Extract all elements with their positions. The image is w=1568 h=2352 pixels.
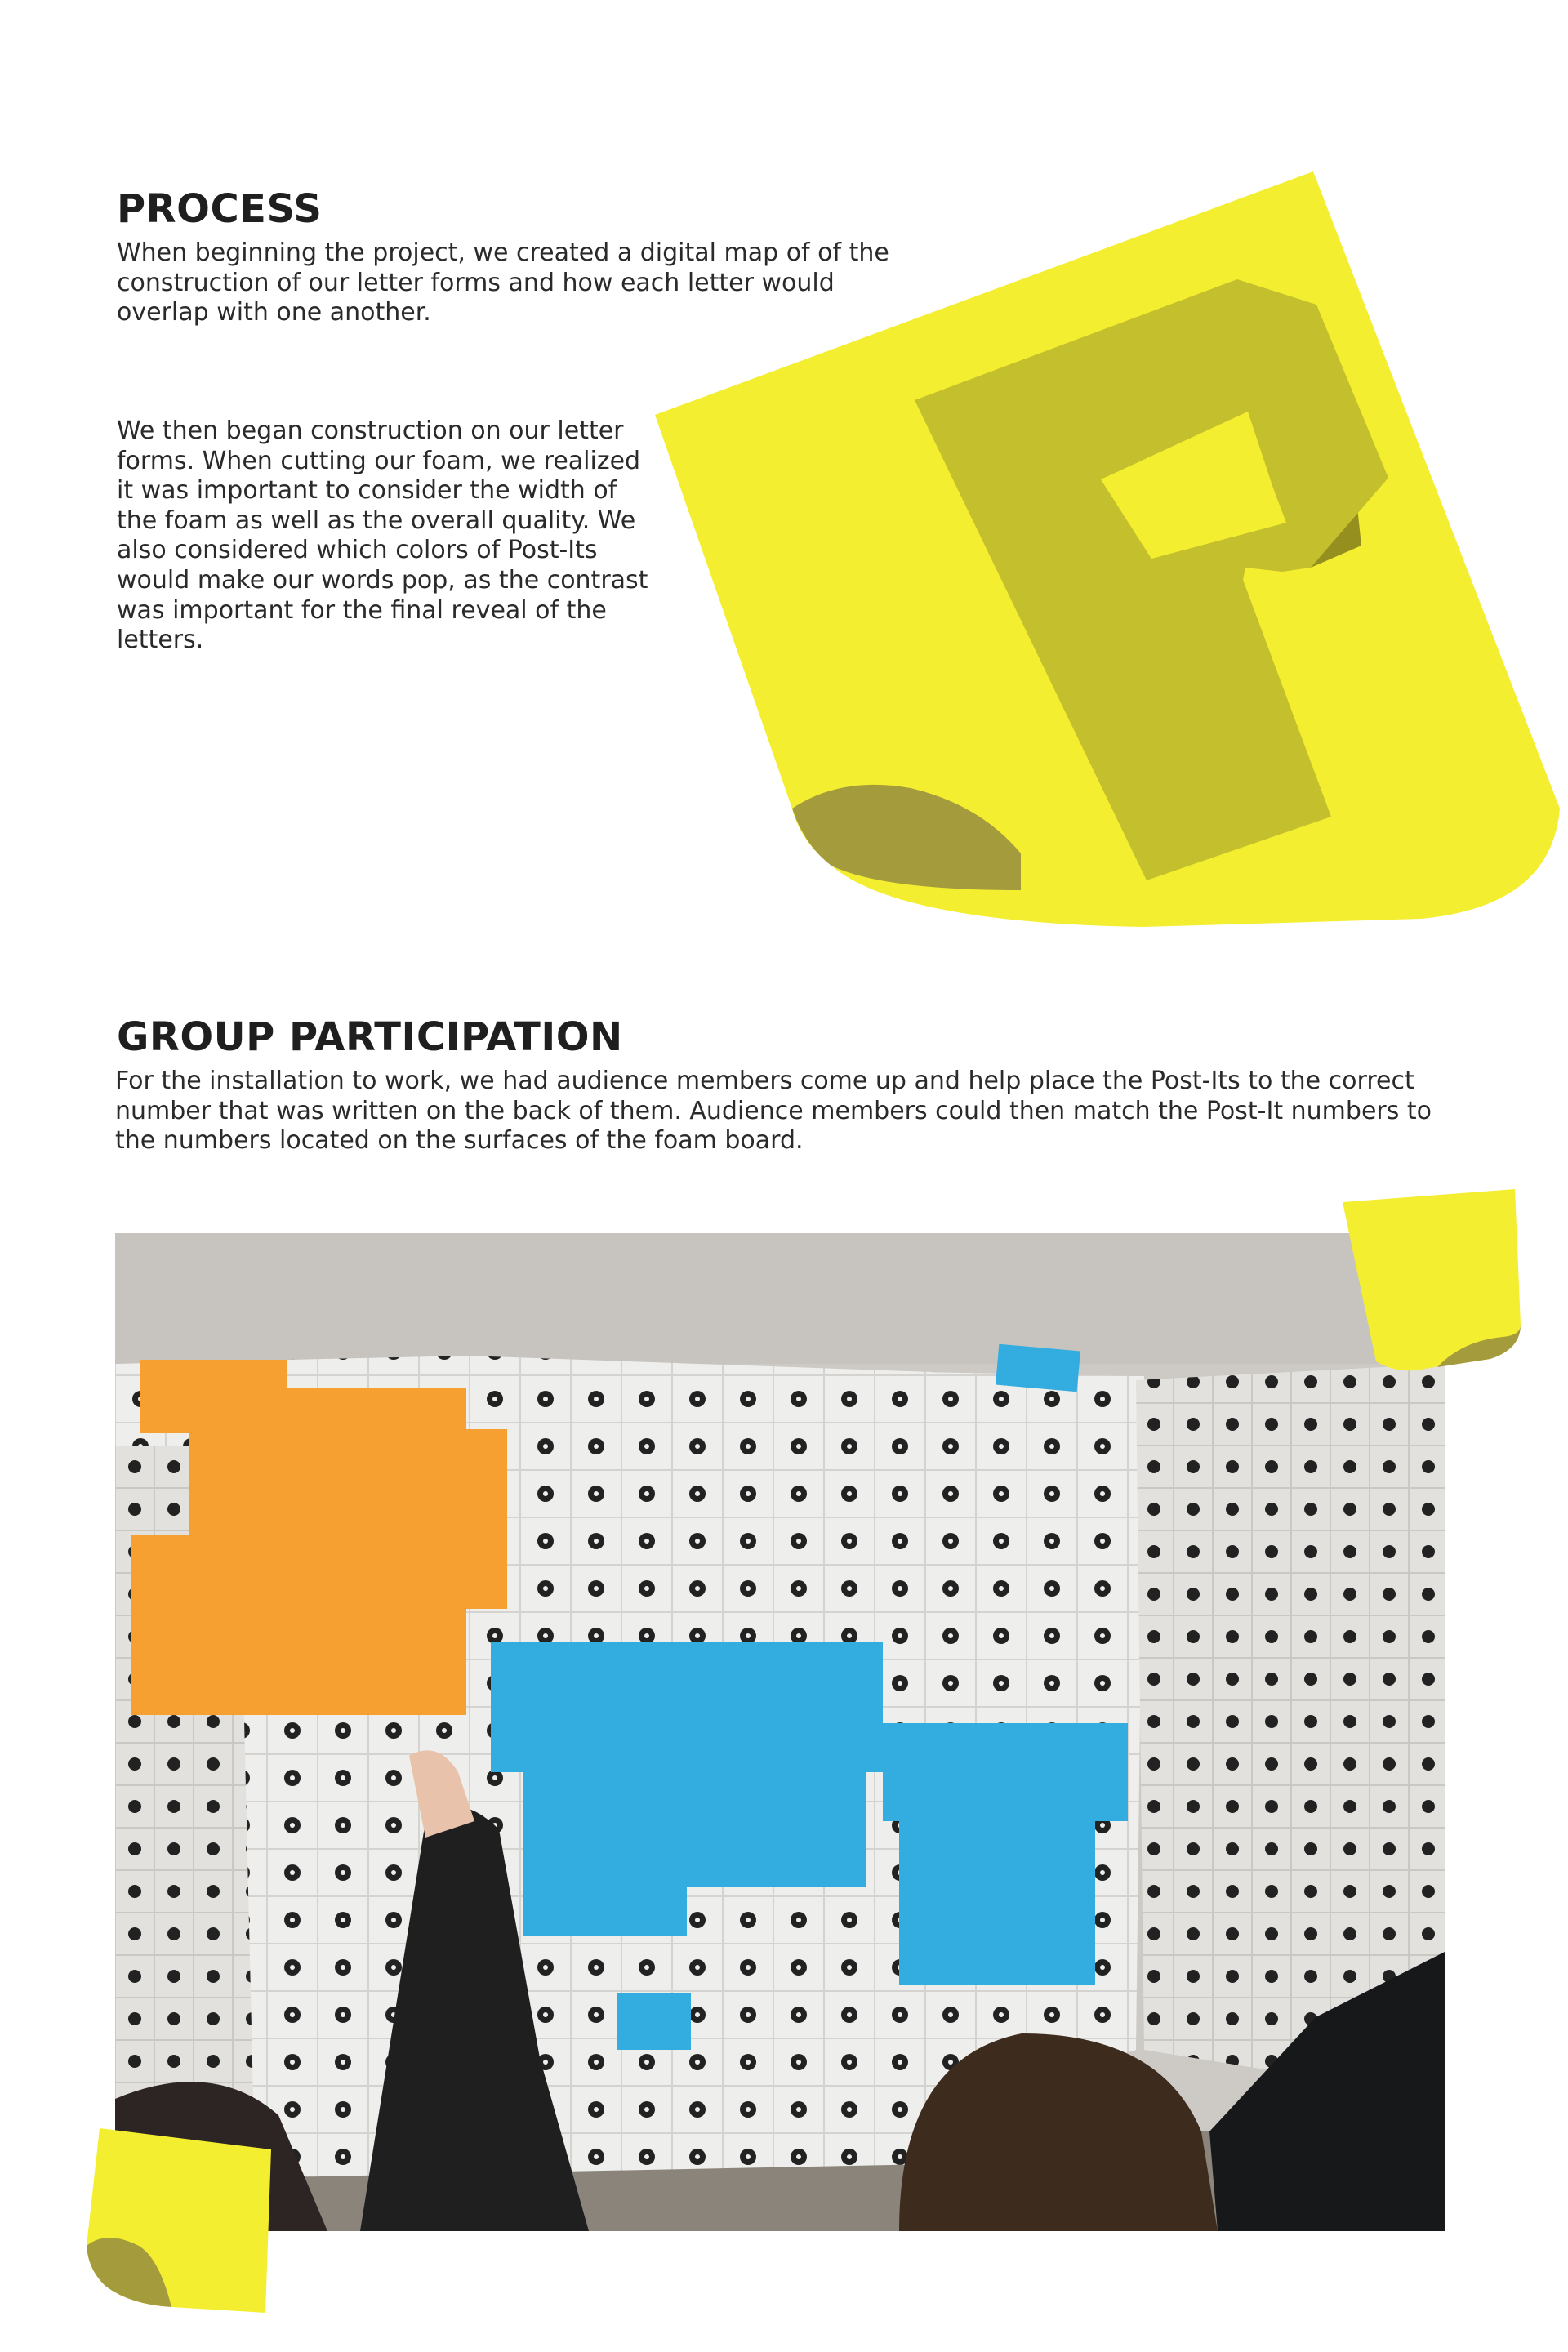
group-participation-paragraph: For the installation to work, we had audience members come up and help place the Post-Its to the correct number that was written on the back of them. Audience members could then match the Post-It numbers to the numbers located on the surfaces of the foam board. xyxy=(115,1067,1432,1156)
sticky-note-bottom-icon xyxy=(82,2123,278,2319)
orange-post-its xyxy=(131,1360,507,1715)
sticky-note-letter-p-icon xyxy=(637,155,1568,956)
group-participation-heading: GROUP PARTICIPATION xyxy=(117,1014,623,1060)
installation-photo xyxy=(115,1233,1445,2231)
installation-photo-illustration xyxy=(115,1233,1445,2231)
process-paragraph-2: We then began construction on our letter forms. When cutting our foam, we realized it was important to consider the width of the foam as well as the overall quality. We also considered which colors of Post-Its would make our words pop, as the contrast was important for the final reveal of the letters. xyxy=(117,416,648,655)
process-heading: PROCESS xyxy=(117,186,323,232)
process-paragraph-1: When beginning the project, we created a digital map of of the construction of our letter forms and how each letter would overlap with one another. xyxy=(117,238,889,327)
sticky-note-icon xyxy=(1339,1186,1527,1382)
